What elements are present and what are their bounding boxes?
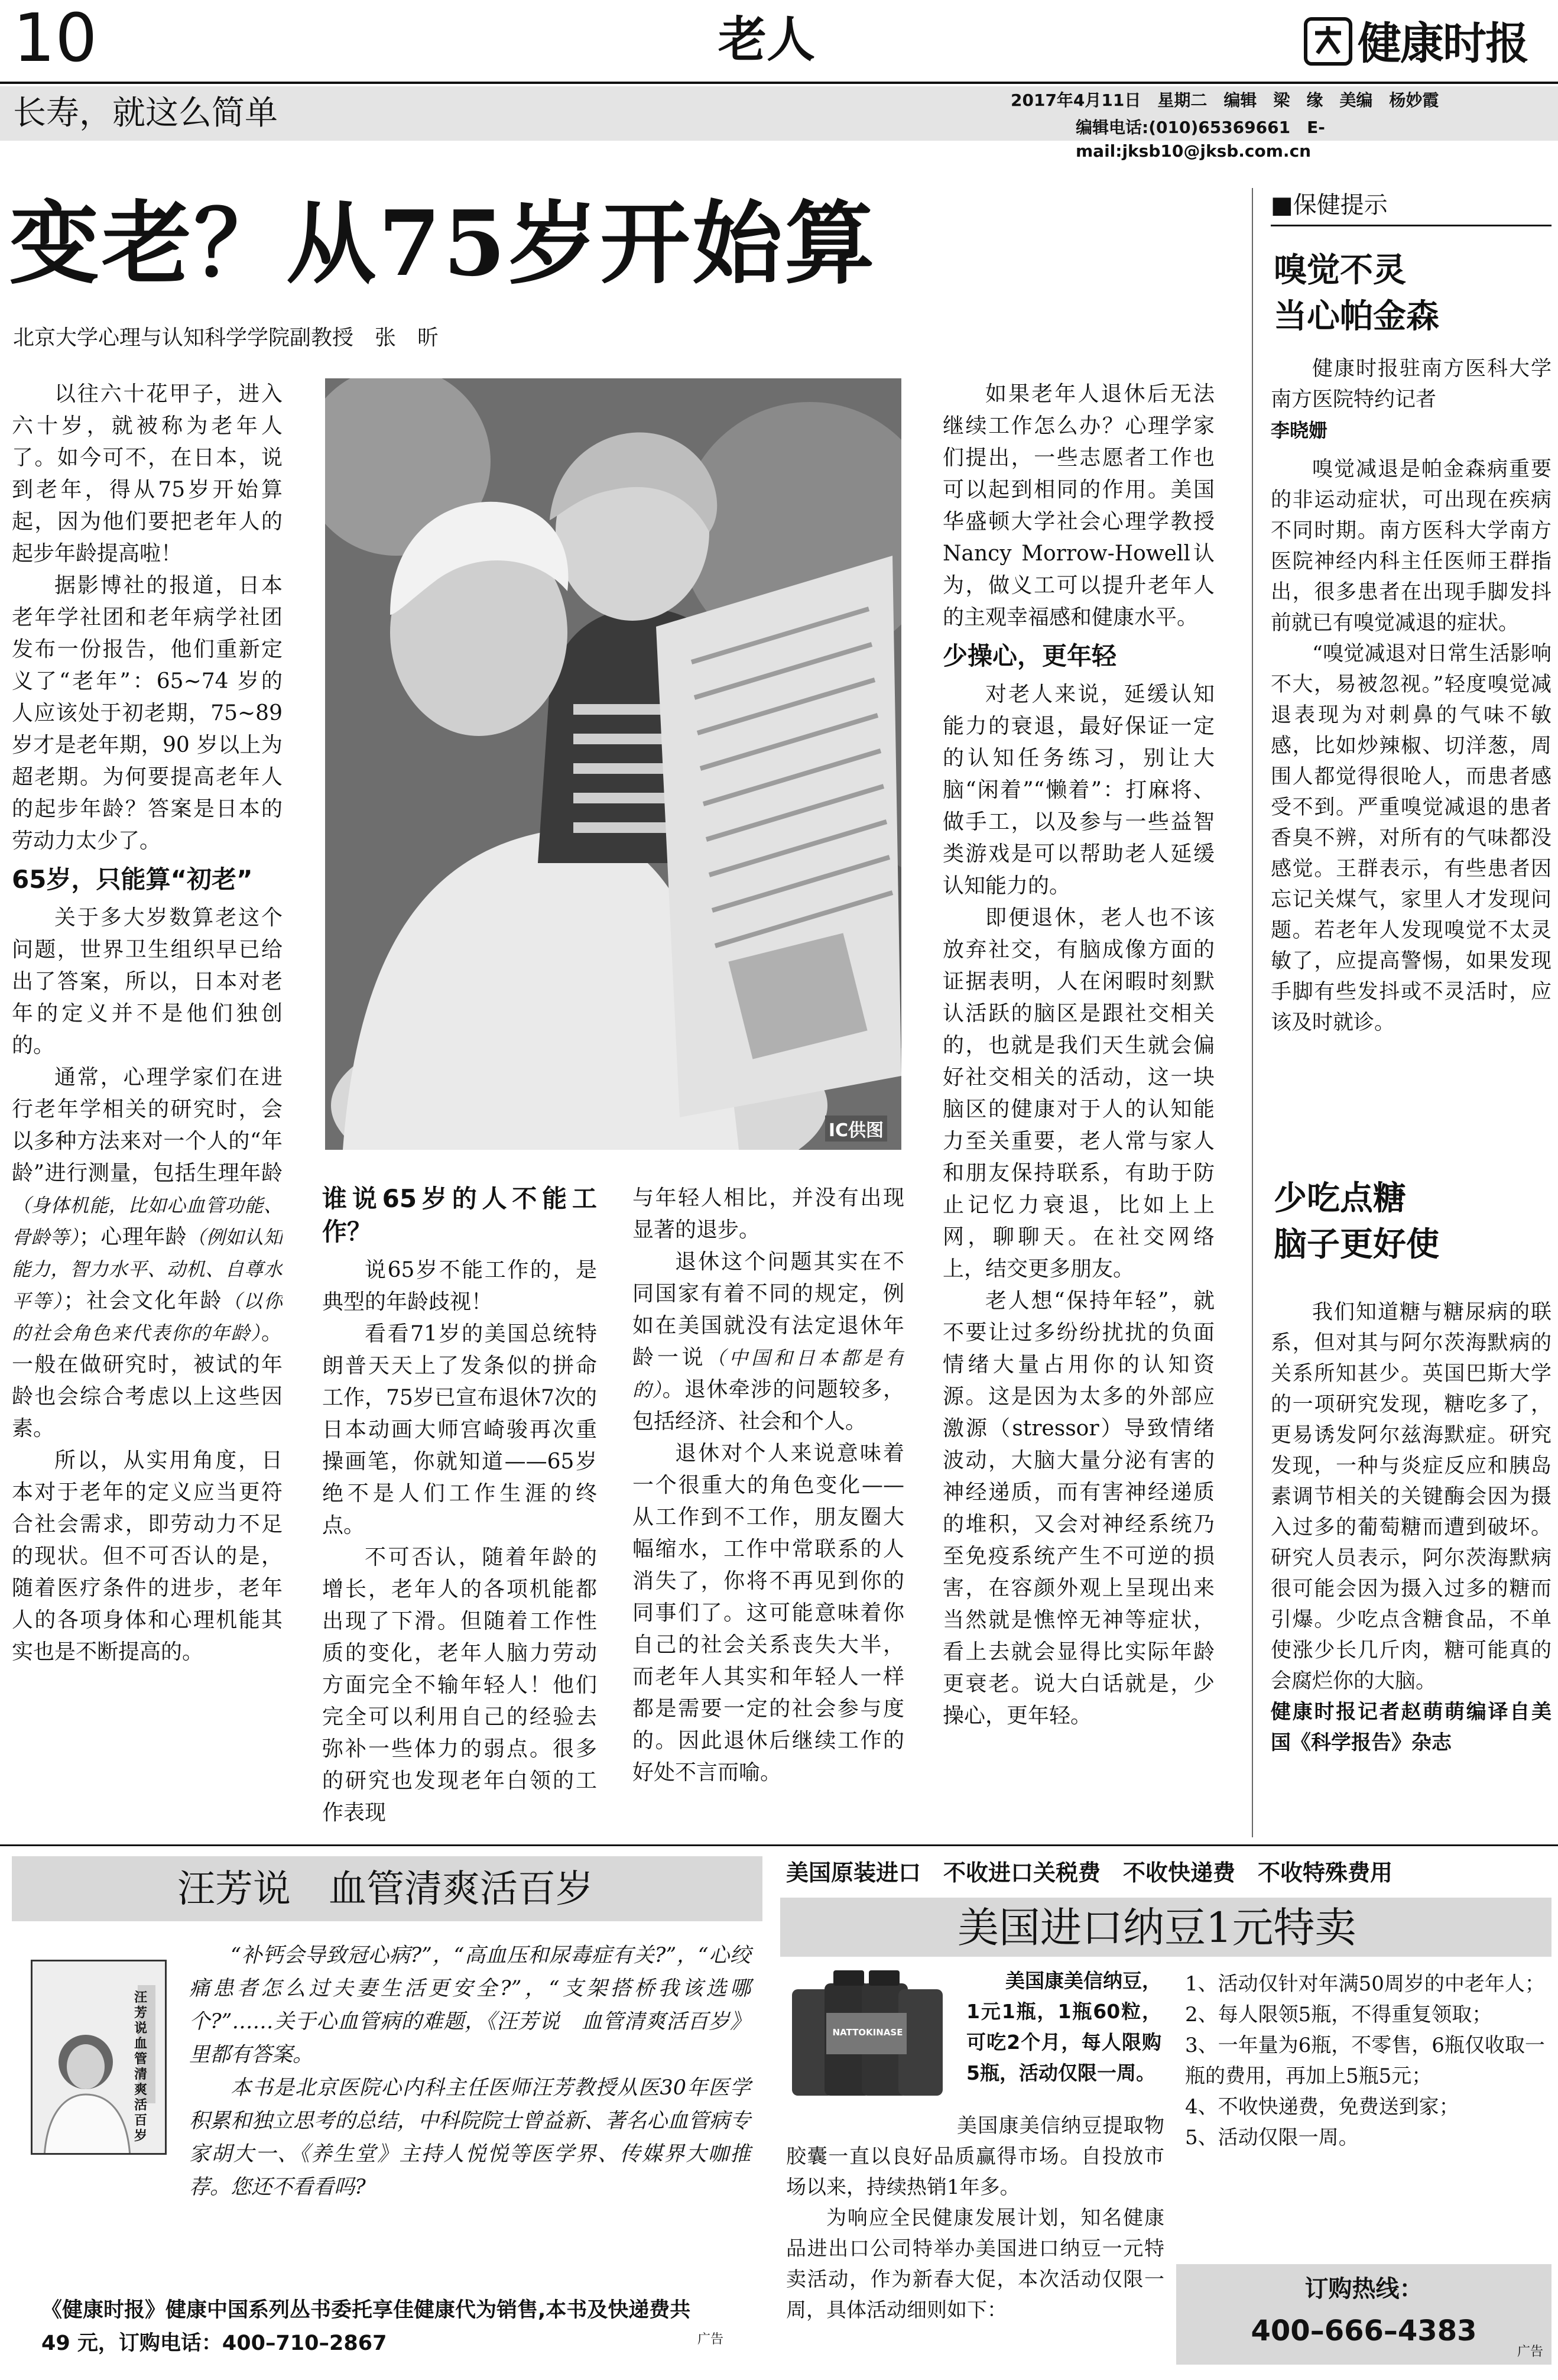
paragraph: “嗅觉减退对日常生活影响不大，易被忽视。”轻度嗅觉减退表现为对刺鼻的气味不敏感，比如炒辣椒、切洋葱，周围人都觉得很呛人，而患者感受不到。严重嗅觉减退的患者香臭不辨，对所有的气味都没感觉。王群表示，有些患者因忘记关煤气，家里人才发现问题。若老年人发现嗅觉不太灵敏了，应提高警惕，如果发现手脚有些发抖或不灵活时，应该及时就诊。 [1271,642,1551,1035]
hotline-label: 订购热线： [1304,2275,1423,2303]
product-image [786,1966,952,2099]
subheading: 少操心，更年轻 [943,641,1117,670]
natto-ad-body [786,2110,1164,2326]
section-title: 老人 [718,12,816,68]
book-ad [12,1856,762,2371]
text: 通常，心理学家们在进行老年学相关的研究时，会以多种方法来对一个人的“年龄”进行测量，包括生理年龄 [12,1065,283,1185]
elderly-couple-reading-newspaper-photo [325,378,901,1150]
text: 退休这个问题其实在不同国家有着不同的规定，例如在美国就没有法定退休年龄一说 [632,1250,904,1370]
sidebar-top-rule [1271,225,1551,226]
paragraph: 我们知道糖与糖尿病的联系，但对其与阿尔茨海默病的关系所知甚少。英国巴斯大学的一项研究发现，糖吃多了，更易诱发阿尔兹海默症。研究发现，一种与炎症反应和胰岛素调节相关的关键酶会因为摄入过多的葡萄糖而遭到破坏。研究人员表示，阿尔茨海默病很可能会因为摄入过多的糖而引爆。少吃点含糖食品，不单使涨少长几斤肉，糖可能真的会腐烂你的大脑。 [1271,1301,1551,1693]
paragraph: 如果老年人退休后无法继续工作怎么办？心理学家们提出，一些志愿者工作也可以起到相同的作用。美国华盛顿大学社会心理学教授Nancy Morrow-Howell认为，做义工可以提升老年人的主观幸福感和健康水平。 [943,382,1215,630]
paragraph: 本书是北京医院心内科主任医师汪芳教授从医30年医学积累和独立思考的总结，中科院院士曾益新、著名心血管病专家胡大一、《养生堂》主持人悦悦等医学界、传媒界大咖推荐。您还不看看吗? [189,2076,751,2199]
sidebar-title-2b: 脑子更好使 [1274,1225,1439,1264]
rule-item: 3、一年量为6瓶，不零售，6瓶仅收取一瓶的费用，再加上5瓶5元； [1185,2034,1545,2088]
bottle-label: NATTOKINASE [832,2027,903,2038]
book-ad-footer: 《健康时报》健康中国系列丛书委托享佳健康代为销售,本书及快递费共 49 元，订购电话：400–710–2867 [41,2298,691,2355]
ad-tag: 广告 [1517,2345,1543,2359]
sidebar-title-1a: 嗅觉不灵 [1274,251,1406,290]
sidebar-article-1 [1271,354,1551,1146]
paragraph: 美国康美信纳豆提取物胶囊一直以良好品质赢得市场。自投放市场以来，持续热销1年多。 [786,2114,1164,2199]
paragraph: 不可否认，随着年龄的增长，老年人的各项机能都出现了下滑。但随着工作性质的变化，老年人脑力劳动方面完全不输年轻人！他们完全可以利用自己的经验去弥补一些体力的弱点。很多的研究也发现老年白领的工作表现 [322,1545,597,1825]
subheading: 65岁，只能算“初老” [12,865,253,894]
book-cover [31,1960,167,2155]
paragraph: “补钙会导致冠心病?”，“高血压和尿毒症有关?”，“心绞痛患者怎么过夫妻生活更安全?”，“支架搭桥我该选哪个?”……关于心血管病的难题，《汪芳说 血管清爽活百岁》里都有答案。 [189,1944,751,2067]
paragraph: 嗅觉减退是帕金森病重要的非运动症状，可出现在疾病不同时期。南方医科大学南方医院神经内科主任医师王群指出，很多患者在出现手脚发抖前就已有嗅觉减退的症状。 [1271,458,1551,635]
article-column-1 [12,378,283,1833]
masthead-rule [0,82,1558,84]
paragraph: 为响应全民健康发展计划，知名健康品进出口公司特举办美国进口纳豆一元特卖活动，作为新春大促，本次活动仅限一周，具体活动细则如下： [786,2206,1164,2322]
aside-text: （身体机能，比如心血管功能、骨龄等） [12,1194,283,1249]
paragraph [632,1246,904,1438]
paragraph: 关于多大岁数算老这个问题，世界卫生组织早已给出了答案，所以，日本对老年的定义并不是他们独创的。 [12,906,283,1058]
paragraph [12,1062,283,1445]
photo-credit: IC供图 [825,1116,887,1142]
article-photo [325,378,901,1150]
paragraph: 据影博社的报道，日本老年学社团和老年病学社团发布一份报告，他们重新定义了“老年”：65~74 岁的人应该处于初老期，75~89 岁才是老年期，90 岁以上为超老期。为何要提高老年人的起步年龄？答案是日本的劳动力太少了。 [12,573,283,853]
paragraph: 对老人来说，延缓认知能力的衰退，最好保证一定的认知任务练习，别让大脑“闲着”“懒着”：打麻将、做手工，以及参与一些益智类游戏是可以帮助老人延缓认知能力的。 [943,682,1215,898]
paragraph: 以往六十花甲子，进入六十岁，就被称为老年人了。如今可不，在日本，说到老年，得从75岁开始算起，因为他们要把老年人的起步年龄提高啦！ [12,382,283,566]
text: ；社会文化年龄 [63,1289,223,1313]
sidebar-title-1b: 当心帕金森 [1274,297,1439,336]
headline: 变老？从75岁开始算 [9,190,877,296]
rule-item: 2、每人限领5瓶，不得重复领取； [1185,2003,1492,2026]
aside-text: （例如认知能力，智力水平、动机、自尊水平等） [12,1226,283,1312]
paragraph: 说65岁不能工作的，是典型的年龄歧视！ [322,1258,597,1314]
natto-ad [780,1856,1551,2371]
hotline-box [1176,2264,1551,2365]
sidebar-divider [1252,188,1253,1837]
sidebar-source: 健康时报记者赵萌萌编译自美国《科学报告》杂志 [1271,1700,1551,1755]
byline: 健康时报驻南方医科大学南方医院特约记者 [1271,357,1551,411]
hotline-number: 400–666–4383 [1251,2314,1477,2347]
page-number: 10 [13,0,98,77]
sidebar-title-2a: 少吃点糖 [1274,1179,1406,1218]
issue-info: 2017年4月11日 星期二 编辑 梁 缘 美编 杨妙霞 [1011,90,1439,110]
sidebar-article-2 [1271,1297,1551,1835]
subheading: 谁说65岁的人不能工作？ [322,1184,597,1246]
natto-ad-rules [1185,1969,1546,2153]
paragraph: 即便退休，老人也不该放弃社交，有脑成像方面的证据表明，人在闲暇时刻默认活跃的脑区是跟社交相关的，也就是我们天生就会偏好社交相关的活动，这一块脑区的健康对于人的认知能力至关重要，老人常与家人和朋友保持联系，有助于防止记忆力衰退，比如上上网，聊聊天。在社交网络上，结交更多朋友。 [943,906,1215,1281]
paragraph: 老人想“保持年轻”，就不要让过多纷纷扰扰的负面情绪大量占用你的认知资源。这是因为太多的外部应激源（stressor）导致情绪波动，大脑大量分泌有害的神经递质，而有害神经递质的堆积，又会对神经系统乃至免疫系统产生不可逆的损害，在容颜外观上呈现出来当然就是憔悴无神等症状，看上去就会显得比实际年龄更衰老。说大白话就是，少操心，更年轻。 [943,1289,1215,1728]
ad-top-rule [0,1844,1558,1846]
natto-ad-offer: 美国康美信纳豆，1元1瓶，1瓶60粒，可吃2个月，每人限购5瓶，活动仅限一周。 [966,1969,1161,2084]
reporter-name: 李晓姗 [1271,419,1328,442]
paragraph: 所以，从实用角度，日本对于老年的定义应当更符合社会需求，即劳动力不足的现状。但不可否认的是，随着医疗条件的进步，老年人的各项身体和心理机能其实也是不断提高的。 [12,1448,283,1664]
natto-ad-top-line: 美国原装进口 不收进口关税费 不收快递费 不收特殊费用 [786,1860,1393,1886]
paragraph: 与年轻人相比，并没有出现显著的退步。 [632,1186,904,1242]
rule-item: 5、活动仅限一周。 [1185,2126,1359,2149]
article-column-4 [943,378,1215,1833]
logo-text: 健康时报 [1358,18,1528,69]
column-name: 长寿，就这么简单 [13,94,278,132]
paragraph: 退休对个人来说意味着一个很重大的角色变化——从工作到不工作，朋友圈大幅缩水，工作中常联系的人消失了，你将不再见到你的同事们了。这可能意味着你自己的社会关系丧失大半，而老年人其实和年轻人一样都是需要一定的社会参与度的。因此退休后继续工作的好处不言而喻。 [632,1441,904,1785]
rule-item: 4、不收快递费，免费送到家； [1185,2095,1459,2119]
paragraph: 看看71岁的美国总统特朗普天天上了发条似的拼命工作，75岁已宣布退休7次的日本动画大师宫崎骏再次重操画笔，你就知道——65岁绝不是人们工作生涯的终点。 [322,1322,597,1538]
byline: 北京大学心理与认知科学学院副教授 张 昕 [13,326,439,350]
rule-item: 1、活动仅针对年满50周岁的中老年人； [1185,1972,1545,1996]
editor-contact: 编辑电话:(010)65369661 E-mail:jksb10@jksb.com.cn [1076,118,1325,161]
article-column-2 [322,1182,597,1833]
newspaper-logo [1303,17,1546,70]
logo-mark-icon [1303,17,1353,66]
text: ；心理年龄 [79,1225,187,1249]
natto-ad-title: 美国进口纳豆1元特卖 [957,1904,1356,1952]
article-column-3 [632,1182,904,1833]
book-cover-title: 汪芳说血管清爽活百岁 [134,1990,148,2144]
text: 。一般在做研究时，被试的年龄也会综合考虑以上这些因素。 [12,1321,283,1441]
aside-text: （中国和日本都是有的） [632,1347,904,1401]
book-ad-title: 汪芳说 血管清爽活百岁 [177,1867,593,1911]
sidebar-label: ■保健提示 [1271,192,1388,219]
book-ad-text [189,1939,751,2204]
aside-text: （以你的社会角色来代表你的年龄） [12,1290,283,1344]
text: 。退休牵涉的问题较多，包括经济、社会和个人。 [632,1377,904,1434]
ad-tag: 广告 [697,2332,724,2347]
